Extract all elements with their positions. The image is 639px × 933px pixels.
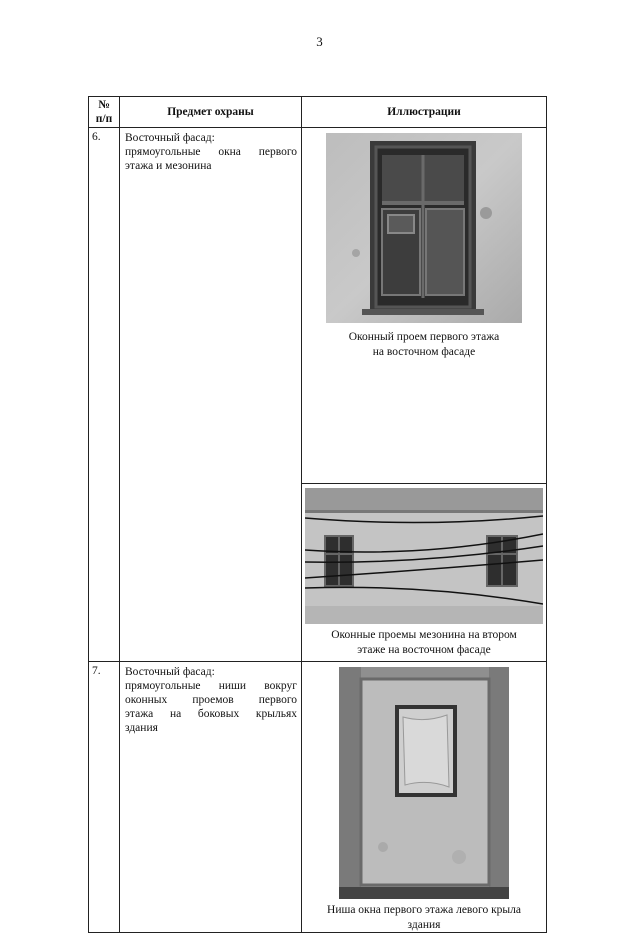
subject-title: Восточный фасад: bbox=[125, 666, 215, 678]
page-number: 3 bbox=[316, 34, 323, 49]
header-number bbox=[89, 97, 120, 128]
caption-line: здания bbox=[407, 919, 441, 931]
illustration-cell bbox=[302, 128, 546, 484]
caption-line: этаже на восточном фасаде bbox=[357, 644, 491, 656]
header-subject: Предмет охраны bbox=[120, 97, 302, 128]
row-illustrations bbox=[302, 128, 547, 662]
illustration-caption bbox=[302, 330, 546, 360]
row-subject bbox=[120, 128, 302, 662]
window-niche-photo bbox=[339, 667, 509, 899]
subject-line: этажа на боковых крыльях bbox=[125, 708, 297, 720]
table-row bbox=[89, 662, 547, 933]
subject-line: оконных проемов первого bbox=[125, 694, 297, 706]
row-number: 6. bbox=[89, 128, 120, 662]
subject-title: Восточный фасад: bbox=[125, 132, 215, 144]
caption-line: Оконный проем первого этажа bbox=[348, 331, 500, 343]
subject-line: этажа и мезонина bbox=[125, 160, 212, 172]
row-illustrations bbox=[302, 662, 547, 933]
illustration-caption bbox=[302, 628, 546, 658]
illustration-cell bbox=[302, 484, 546, 661]
header-number-symbol: № bbox=[98, 99, 110, 111]
row-number: 7. bbox=[89, 662, 120, 933]
table-header-row bbox=[89, 97, 547, 128]
caption-line: Ниша окна первого этажа левого крыла bbox=[327, 904, 521, 916]
subject-line: здания bbox=[125, 722, 158, 734]
row-subject bbox=[120, 662, 302, 933]
caption-line: на восточном фасаде bbox=[372, 346, 476, 358]
illustration-caption bbox=[302, 903, 546, 933]
caption-line: Оконные проемы мезонина на втором bbox=[331, 629, 517, 641]
illustration-cell bbox=[302, 662, 546, 932]
header-number-abbr: п/п bbox=[95, 113, 113, 125]
table-row bbox=[89, 128, 547, 662]
header-illustrations: Иллюстрации bbox=[302, 97, 547, 128]
mezzanine-windows-photo bbox=[305, 488, 543, 624]
protection-table bbox=[88, 96, 547, 933]
first-floor-window-photo bbox=[326, 133, 522, 323]
subject-line: прямоугольные ниши вокруг bbox=[125, 680, 297, 692]
subject-line: прямоугольные окна первого bbox=[125, 146, 297, 158]
